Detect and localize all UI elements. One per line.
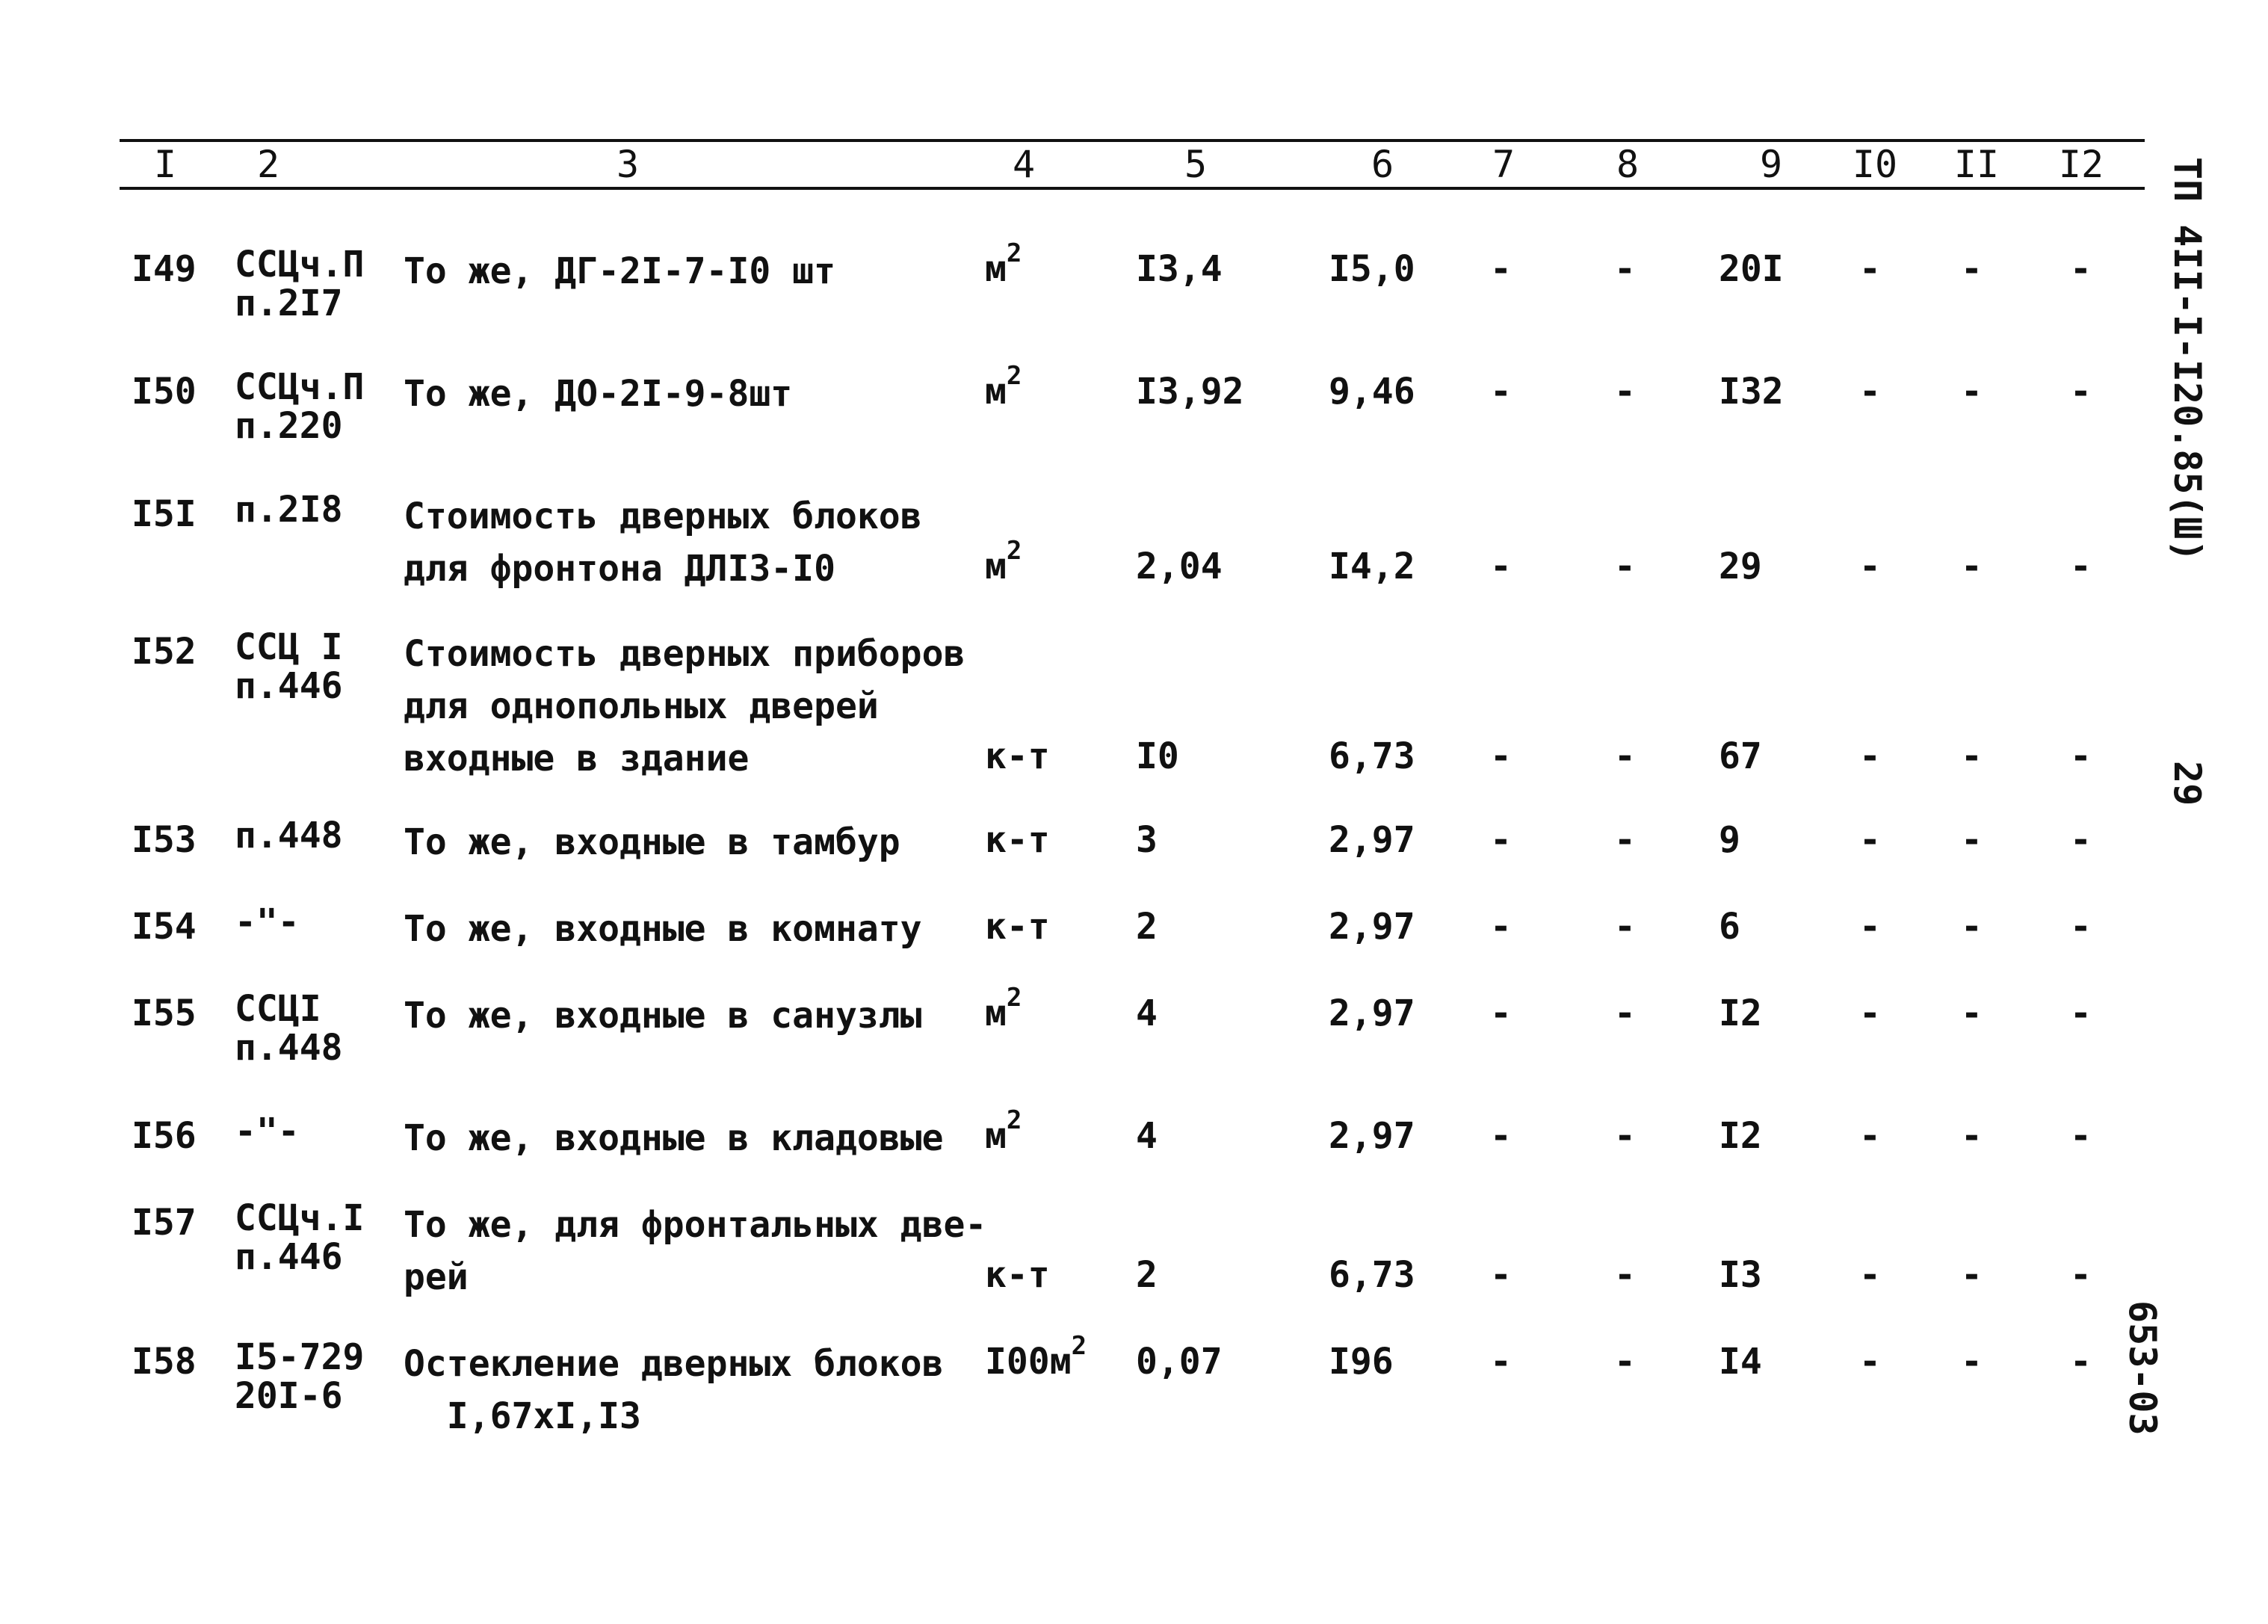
row-reference: ССЦI xyxy=(235,988,321,1030)
row-col-10: - xyxy=(1859,1341,1881,1383)
row-unit-exponent: 2 xyxy=(1071,1331,1087,1361)
row-unit-base: к-т xyxy=(985,1254,1050,1296)
row-col-8: - xyxy=(1614,248,1636,290)
row-reference: п.446 xyxy=(235,1236,343,1278)
row-description: То же, входные в комнату xyxy=(404,908,922,950)
row-col-6: 6,73 xyxy=(1329,735,1415,777)
row-unit xyxy=(985,536,1022,590)
row-number: I52 xyxy=(132,631,197,673)
row-col-7: - xyxy=(1490,1115,1512,1157)
row-col-7: - xyxy=(1490,371,1512,413)
col-header-1: I xyxy=(153,143,177,186)
row-unit-exponent: 2 xyxy=(1006,983,1022,1013)
row-description: То же, входные в санузлы xyxy=(404,995,922,1037)
row-col-8: - xyxy=(1614,1341,1636,1383)
row-col-11: - xyxy=(1961,992,1983,1034)
row-col-7: - xyxy=(1490,735,1512,777)
row-col-8: - xyxy=(1614,819,1636,861)
row-unit-base: к-т xyxy=(985,735,1050,777)
table-top-rule xyxy=(120,139,2145,142)
row-unit xyxy=(985,1105,1022,1160)
row-col-5: 2 xyxy=(1136,906,1158,948)
row-col-9: I3 xyxy=(1719,1254,1762,1296)
row-number: I57 xyxy=(132,1202,197,1244)
row-col-12: - xyxy=(2070,1115,2092,1157)
row-unit xyxy=(985,816,1050,864)
row-reference: п.448 xyxy=(235,1027,343,1069)
row-col-9: 29 xyxy=(1719,546,1762,587)
row-unit-base: к-т xyxy=(985,819,1050,861)
col-header-10: I0 xyxy=(1852,143,1898,186)
row-col-12: - xyxy=(2070,371,2092,413)
row-col-9: I2 xyxy=(1719,1115,1762,1157)
row-col-11: - xyxy=(1961,819,1983,861)
row-col-7: - xyxy=(1490,1341,1512,1383)
row-col-5: I0 xyxy=(1136,735,1179,777)
row-reference: 20I-6 xyxy=(235,1375,343,1417)
row-description: Стоимость дверных блоков xyxy=(404,495,922,537)
row-unit-exponent: 2 xyxy=(1006,536,1022,566)
col-header-11: II xyxy=(1953,143,2000,186)
row-unit-exponent: 2 xyxy=(1006,361,1022,391)
row-description: для однопольных дверей xyxy=(404,685,879,727)
row-col-6: 9,46 xyxy=(1329,371,1415,413)
row-col-10: - xyxy=(1859,371,1881,413)
row-col-6: 2,97 xyxy=(1329,906,1415,948)
row-description: Остекление дверных блоков xyxy=(404,1343,944,1385)
row-number: I55 xyxy=(132,992,197,1034)
row-col-9: 20I xyxy=(1719,248,1784,290)
row-reference: ССЦч.П xyxy=(235,366,365,408)
row-col-7: - xyxy=(1490,546,1512,587)
row-col-10: - xyxy=(1859,248,1881,290)
row-col-5: 3 xyxy=(1136,819,1158,861)
row-unit-base: м xyxy=(985,1115,1007,1157)
row-reference: ССЦч.П xyxy=(235,244,365,285)
row-col-6: 6,73 xyxy=(1329,1254,1415,1296)
row-col-5: 0,07 xyxy=(1136,1341,1223,1383)
row-col-8: - xyxy=(1614,371,1636,413)
row-col-8: - xyxy=(1614,1254,1636,1296)
row-col-6: 2,97 xyxy=(1329,1115,1415,1157)
row-number: I53 xyxy=(132,819,197,861)
row-col-12: - xyxy=(2070,1341,2092,1383)
row-col-10: - xyxy=(1859,1115,1881,1157)
row-col-8: - xyxy=(1614,1115,1636,1157)
row-reference: -"- xyxy=(235,1111,300,1152)
row-col-10: - xyxy=(1859,819,1881,861)
row-unit-exponent: 2 xyxy=(1006,238,1022,268)
row-unit-base: м xyxy=(985,992,1007,1034)
row-col-5: 4 xyxy=(1136,1115,1158,1157)
row-unit xyxy=(985,732,1050,780)
row-number: I54 xyxy=(132,906,197,948)
row-number: I56 xyxy=(132,1115,197,1157)
row-col-10: - xyxy=(1859,906,1881,948)
row-col-5: I3,4 xyxy=(1136,248,1223,290)
row-unit xyxy=(985,983,1022,1037)
col-header-7: 7 xyxy=(1492,143,1515,186)
row-col-12: - xyxy=(2070,906,2092,948)
row-reference: п.220 xyxy=(235,405,343,447)
row-col-5: 4 xyxy=(1136,992,1158,1034)
col-header-9: 9 xyxy=(1759,143,1783,186)
row-unit xyxy=(985,1251,1050,1299)
row-col-7: - xyxy=(1490,992,1512,1034)
row-col-11: - xyxy=(1961,1115,1983,1157)
row-col-7: - xyxy=(1490,906,1512,948)
col-header-2: 2 xyxy=(256,143,280,186)
row-col-9: I2 xyxy=(1719,992,1762,1034)
margin-page-number: 29 xyxy=(2166,761,2209,806)
row-reference: I5-729 xyxy=(235,1336,365,1378)
table-header-rule xyxy=(120,187,2145,190)
col-header-8: 8 xyxy=(1616,143,1640,186)
row-description: То же, для фронтальных две- xyxy=(404,1204,987,1246)
row-unit-base: к-т xyxy=(985,906,1050,948)
row-col-11: - xyxy=(1961,371,1983,413)
row-unit-base: м xyxy=(985,546,1007,587)
row-unit xyxy=(985,238,1022,293)
row-col-6: I5,0 xyxy=(1329,248,1415,290)
row-description: Стоимость дверных приборов xyxy=(404,633,965,675)
row-reference: п.446 xyxy=(235,665,343,707)
row-unit-base: I00м xyxy=(985,1341,1072,1383)
col-header-12: I2 xyxy=(2058,143,2104,186)
row-col-12: - xyxy=(2070,735,2092,777)
row-col-6: 2,97 xyxy=(1329,992,1415,1034)
row-col-11: - xyxy=(1961,735,1983,777)
row-number: I50 xyxy=(132,371,197,413)
row-col-12: - xyxy=(2070,819,2092,861)
row-number: I5I xyxy=(132,493,197,535)
row-col-10: - xyxy=(1859,992,1881,1034)
row-col-6: I96 xyxy=(1329,1341,1394,1383)
row-col-7: - xyxy=(1490,819,1512,861)
row-reference: ССЦч.I xyxy=(235,1197,365,1239)
col-header-4: 4 xyxy=(1012,143,1036,186)
row-col-10: - xyxy=(1859,1254,1881,1296)
row-unit-base: м xyxy=(985,248,1007,290)
col-header-6: 6 xyxy=(1371,143,1394,186)
row-col-12: - xyxy=(2070,992,2092,1034)
row-description: для фронтона ДЛI3-I0 xyxy=(404,548,835,590)
row-reference: п.448 xyxy=(235,815,343,856)
row-col-5: I3,92 xyxy=(1136,371,1244,413)
col-header-5: 5 xyxy=(1184,143,1208,186)
row-unit xyxy=(985,1331,1087,1386)
row-col-6: I4,2 xyxy=(1329,546,1415,587)
row-description: То же, ДГ-2I-7-I0 шт xyxy=(404,250,835,292)
row-col-12: - xyxy=(2070,248,2092,290)
row-unit-exponent: 2 xyxy=(1006,1105,1022,1135)
row-col-7: - xyxy=(1490,1254,1512,1296)
row-col-11: - xyxy=(1961,906,1983,948)
row-description: То же, входные в тамбур xyxy=(404,821,900,863)
row-col-8: - xyxy=(1614,546,1636,587)
margin-doc-code: ТП 4II-I-I20.85(Ш) xyxy=(2166,157,2209,562)
row-description: входные в здание xyxy=(404,738,750,779)
row-unit xyxy=(985,361,1022,416)
row-unit-base: м xyxy=(985,371,1007,413)
row-reference: ССЦ I xyxy=(235,626,343,668)
row-col-5: 2,04 xyxy=(1136,546,1223,587)
row-col-9: 9 xyxy=(1719,819,1740,861)
row-col-9: I4 xyxy=(1719,1341,1762,1383)
row-unit xyxy=(985,903,1050,951)
row-col-6: 2,97 xyxy=(1329,819,1415,861)
row-description: То же, ДО-2I-9-8шт xyxy=(404,373,793,415)
row-col-10: - xyxy=(1859,735,1881,777)
margin-sheet-code: 653-03 xyxy=(2121,1300,2164,1436)
row-number: I58 xyxy=(132,1341,197,1383)
row-description: То же, входные в кладовые xyxy=(404,1117,944,1159)
row-col-9: 67 xyxy=(1719,735,1762,777)
row-col-9: I32 xyxy=(1719,371,1784,413)
row-number: I49 xyxy=(132,248,197,290)
row-reference: п.2I7 xyxy=(235,282,343,324)
row-col-11: - xyxy=(1961,1254,1983,1296)
row-description: рей xyxy=(404,1256,469,1298)
row-description: I,67хI,I3 xyxy=(404,1395,641,1437)
row-col-8: - xyxy=(1614,735,1636,777)
row-col-12: - xyxy=(2070,1254,2092,1296)
row-col-5: 2 xyxy=(1136,1254,1158,1296)
row-col-7: - xyxy=(1490,248,1512,290)
row-col-11: - xyxy=(1961,1341,1983,1383)
row-reference: -"- xyxy=(235,901,300,943)
row-col-11: - xyxy=(1961,546,1983,587)
row-col-10: - xyxy=(1859,546,1881,587)
row-col-11: - xyxy=(1961,248,1983,290)
row-reference: п.2I8 xyxy=(235,489,343,531)
row-col-12: - xyxy=(2070,546,2092,587)
row-col-8: - xyxy=(1614,992,1636,1034)
col-header-3: 3 xyxy=(616,143,640,186)
row-col-8: - xyxy=(1614,906,1636,948)
row-col-9: 6 xyxy=(1719,906,1740,948)
